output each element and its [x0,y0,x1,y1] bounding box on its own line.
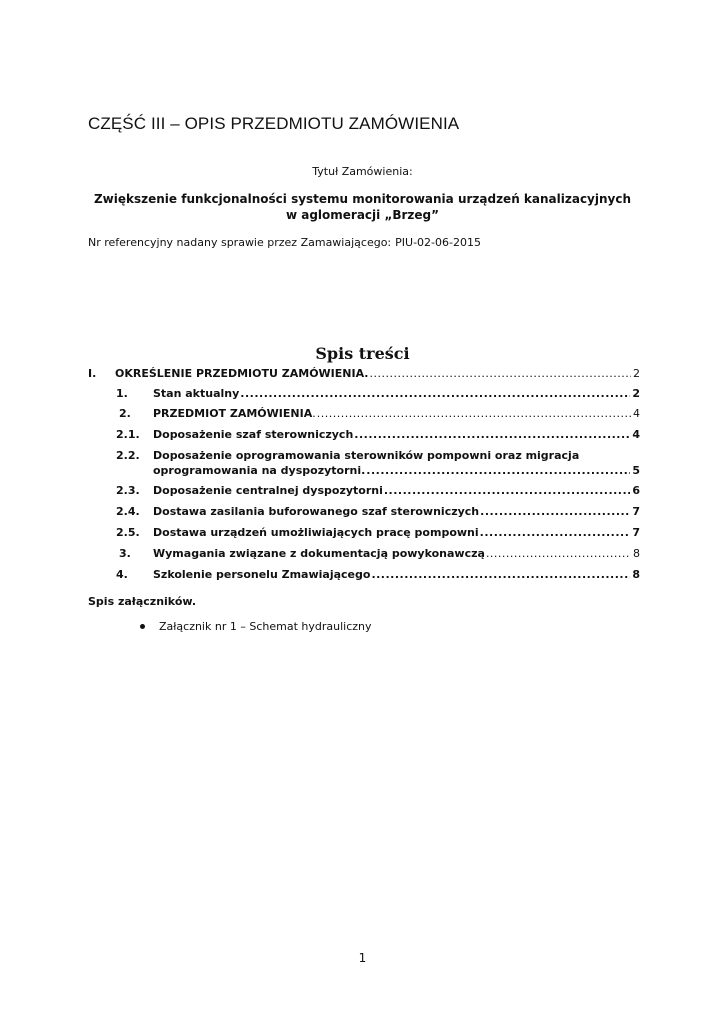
toc-entry-page: 5 [632,464,640,477]
toc-dot-leader [369,367,631,380]
toc-entry-title[interactable]: Wymagania związane z dokumentacją powykonawczą [153,547,485,560]
list-item [140,620,372,633]
page-number: 1 [358,951,367,965]
toc-entry-title-suffix: . [312,407,316,420]
toc-dot-leader [384,484,630,497]
toc-entry-title[interactable]: OKREŚLENIE PRZEDMIOTU ZAMÓWIENIA. [115,367,369,380]
toc-entry-number: 2.5. [116,526,140,539]
toc-entry-number: 2.2. [116,449,140,462]
order-title-line1: Zwiększenie funkcjonalności systemu monitorowania urządzeń kanalizacyjnych [93,192,632,206]
reference-number [88,236,481,249]
toc-entry-title[interactable]: Doposażenie centralnej dyspozytorni [153,484,383,497]
toc-entry-number: 2.4. [116,505,140,518]
toc-dot-leader [366,464,630,477]
toc-entry-page: 8 [633,547,640,560]
order-title [80,191,645,223]
toc-entry-page: 8 [632,568,640,581]
toc-entry-2[interactable] [88,387,640,400]
toc-entry-title-line2[interactable]: oprogramowania na dyspozytorni. [153,464,366,477]
table-of-contents [88,367,640,581]
toc-entry-5[interactable] [88,449,640,477]
toc-entry-page: 6 [632,484,640,497]
toc-entry-7[interactable] [88,505,640,518]
toc-entry-title[interactable]: Stan aktualny [153,387,240,400]
toc-entry-title-line1[interactable]: Doposażenie oprogramowania sterowników pompowni oraz migracja [153,449,580,462]
toc-dot-leader [486,547,631,560]
toc-entry-title[interactable]: Doposażenie szaf sterowniczych [153,428,354,441]
toc-entry-8[interactable] [88,526,640,539]
attachments-heading: Spis załączników. [88,595,197,608]
toc-dot-leader [240,387,630,400]
toc-entry-number: 1. [116,387,128,400]
toc-entry-page: 7 [632,526,640,539]
toc-dot-leader [317,407,631,420]
toc-entry-number: 4. [116,568,128,581]
toc-entry-title[interactable]: Szkolenie personelu Zmawiającego [153,568,371,581]
toc-entry-4[interactable] [88,428,640,441]
toc-entry-number: I. [88,367,97,380]
toc-entry-page: 4 [633,407,640,420]
reference-label: Nr referencyjny nadany sprawie przez Zamawiającego: [88,236,392,249]
order-title-label: Tytuł Zamówienia: [312,165,413,178]
toc-entry-1[interactable] [88,367,640,380]
toc-dot-leader [371,568,630,581]
toc-entry-number: 2. [119,407,131,420]
bullet-icon [140,624,145,629]
toc-entry-10[interactable] [88,568,640,581]
toc-entry-3[interactable] [88,407,640,420]
toc-dot-leader [480,526,631,539]
toc-dot-leader [354,428,630,441]
toc-entry-number: 3. [119,547,131,560]
toc-entry-page: 2 [632,387,640,400]
toc-dot-leader [480,505,630,518]
toc-entry-page: 4 [632,428,640,441]
toc-entry-6[interactable] [88,484,640,497]
toc-entry-9[interactable] [88,547,640,560]
attachment-label: Załącznik nr 1 – Schemat hydrauliczny [159,620,372,633]
toc-entry-number: 2.3. [116,484,140,497]
toc-entry-page: 7 [632,505,640,518]
toc-entry-title[interactable]: Dostawa zasilania buforowanego szaf sterowniczych [153,505,480,518]
order-title-line2: w aglomeracji „Brzeg” [285,208,440,222]
part-heading: CZĘŚĆ III – OPIS PRZEDMIOTU ZAMÓWIENIA [88,114,460,133]
toc-heading: Spis treści [315,344,410,363]
toc-entry-title[interactable]: Dostawa urządzeń umożliwiających pracę pompowni [153,526,479,539]
toc-entry-title-text: PRZEDMIOT ZAMÓWIENIA [153,407,313,420]
toc-entry-number: 2.1. [116,428,140,441]
toc-entry-title[interactable] [153,407,316,420]
toc-entry-page: 2 [633,367,640,380]
attachments-list [140,620,372,633]
reference-value: PIU-02-06-2015 [395,236,481,249]
